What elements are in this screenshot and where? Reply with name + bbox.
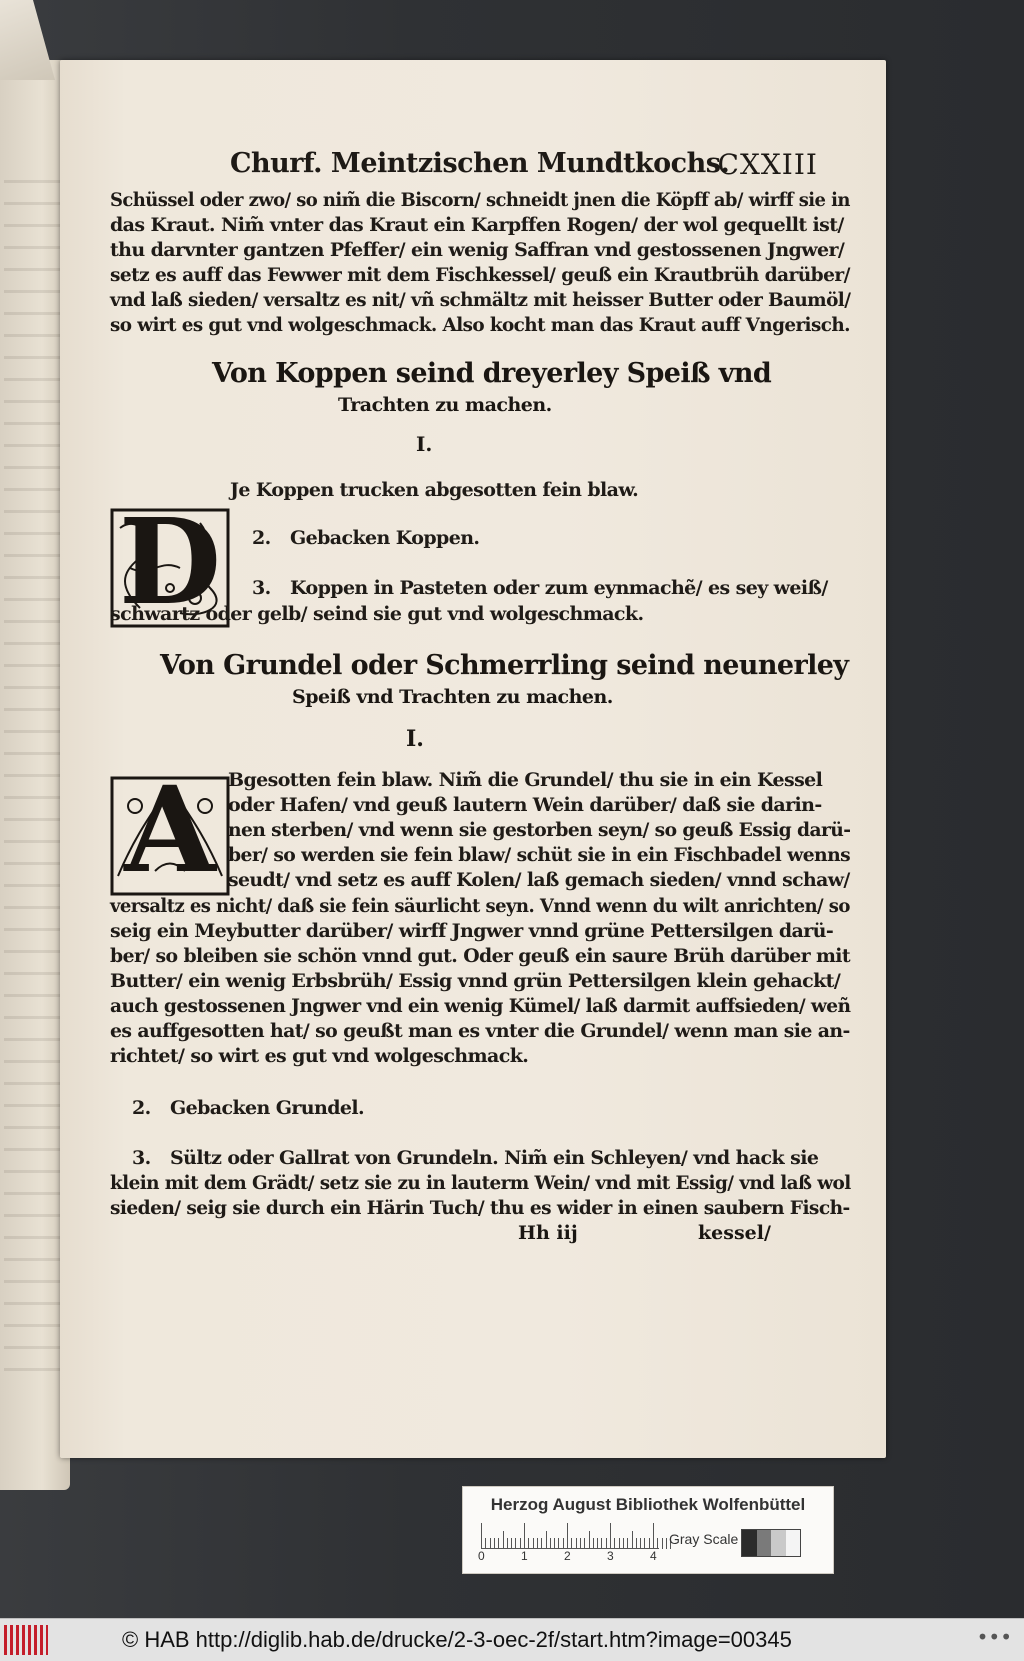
ruler-label: 1 — [521, 1549, 528, 1563]
text-line: oder Hafen/ vnd geuß lautern Wein darüber/ daß sie darin- — [228, 794, 822, 816]
text-line: vnd laß sieden/ versaltz es nit/ vñ schmältz mit heisser Butter oder Baumöl/ — [110, 289, 851, 311]
ruler-tick — [563, 1538, 564, 1549]
gray-scale-swatches — [741, 1529, 801, 1557]
text-line: Butter/ ein wenig Erbsbrüh/ Essig vnnd grün Pettersilgen klein gehackt/ — [110, 970, 841, 992]
item-number: 3. — [252, 577, 271, 599]
text-line: es auffgesotten hat/ so geußt man es vnter die Grundel/ wenn man sie an- — [110, 1020, 850, 1042]
decorated-initial — [110, 760, 230, 899]
running-header — [230, 148, 818, 188]
viewer-footer — [0, 1618, 1024, 1661]
ruler-tick — [627, 1538, 628, 1549]
ruler-tick — [640, 1538, 641, 1549]
ruler-tick — [619, 1538, 620, 1549]
ruler-tick — [481, 1523, 482, 1549]
text-line: Koppen in Pasteten oder zum eynmachẽ/ es sey weiß/ — [290, 577, 828, 599]
ruler-tick — [576, 1538, 577, 1549]
ruler-tick — [593, 1538, 594, 1549]
text-line: klein mit dem Grädt/ setz sie zu in lauterm Wein/ vnd mit Essig/ vnd laß wol — [110, 1172, 851, 1194]
facing-page-text-bleed — [4, 180, 64, 1380]
ruler-tick — [490, 1538, 491, 1549]
gray-swatch — [742, 1530, 757, 1556]
ruler-label: 0 — [478, 1549, 485, 1563]
text-line: das Kraut. Nim̃ vnter das Kraut ein Karpffen Rogen/ der wol gequellt ist/ — [110, 214, 844, 236]
gray-swatch — [786, 1530, 801, 1556]
ruler-tick — [623, 1538, 624, 1549]
ruler-tick — [537, 1538, 538, 1549]
text-line: ber/ so werden sie fein blaw/ schüt sie in ein Fischbadel wenns — [228, 844, 851, 866]
text-line: Sültz oder Gallrat von Grundeln. Nim̃ ein Schleyen/ vnd hack sie — [170, 1147, 819, 1169]
scale-ruler — [481, 1523, 659, 1549]
text-line: schwartz oder gelb/ seind sie gut vnd wolgeschmack. — [110, 603, 644, 625]
section-subheading: Trachten zu machen. — [338, 394, 552, 416]
library-scale-card — [462, 1486, 834, 1574]
running-title: Churf. Meintzischen Mundtkochs. — [230, 148, 730, 179]
ruler-tick — [614, 1538, 615, 1549]
ruler-tick — [662, 1538, 663, 1549]
text-line: setz es auff das Fewwer mit dem Fischkessel/ geuß ein Krautbrüh darüber/ — [110, 264, 850, 286]
ruler-tick — [498, 1538, 499, 1549]
gray-swatch — [771, 1530, 786, 1556]
ruler-tick — [601, 1538, 602, 1549]
ruler-tick — [541, 1538, 542, 1549]
ruler-tick — [610, 1523, 611, 1549]
ruler-tick — [571, 1538, 572, 1549]
item-number: 2. — [132, 1097, 151, 1119]
text-line: ber/ so bleiben sie schön vnnd gut. Oder geuß ein saure Brüh darüber mit — [110, 945, 850, 967]
section-numeral: I. — [416, 432, 433, 456]
text-line: sieden/ seig sie durch ein Härin Tuch/ thu es wider in einen saubern Fisch- — [110, 1197, 850, 1219]
initial-letter: A — [124, 760, 216, 899]
text-line: nen sterben/ vnd wenn sie gestorben seyn/ so geuß Essig darü- — [228, 819, 851, 841]
initial-letter: D — [118, 492, 222, 631]
text-line: seig ein Meybutter darüber/ wirff Jngwer vnnd grüne Pettersilgen darü- — [110, 920, 834, 942]
section-heading: Von Grundel oder Schmerrling seind neunerley — [160, 650, 849, 681]
text-line: Schüssel oder zwo/ so nim̃ die Biscorn/ schneidt jnen die Köpff ab/ wirff sie in — [110, 189, 850, 211]
text-line: versaltz es nicht/ daß sie fein säurlicht seyn. Vnnd wenn du wilt anrichten/ so — [110, 895, 850, 917]
ruler-tick — [503, 1531, 504, 1549]
ruler-tick — [511, 1538, 512, 1549]
ruler-tick — [520, 1538, 521, 1549]
library-name: Herzog August Bibliothek Wolfenbüttel — [490, 1495, 806, 1514]
ruler-label: 4 — [650, 1549, 657, 1563]
ruler-tick — [558, 1538, 559, 1549]
section-heading: Von Koppen seind dreyerley Speiß vnd — [212, 358, 772, 389]
ruler-tick — [584, 1538, 585, 1549]
text-line: Gebacken Koppen. — [290, 527, 480, 549]
ruler-tick — [494, 1538, 495, 1549]
folio-number: CXXIII — [717, 148, 818, 181]
ruler-tick — [632, 1531, 633, 1549]
ruler-tick — [636, 1538, 637, 1549]
text-line: thu darvnter gantzen Pfeffer/ ein wenig Saffran vnd gestossenen Jngwer/ — [110, 239, 845, 261]
ruler-tick — [567, 1523, 568, 1549]
ruler-tick — [546, 1531, 547, 1549]
section-subheading: Speiß vnd Trachten zu machen. — [292, 686, 613, 708]
text-line: Bgesotten fein blaw. Nim̃ die Grundel/ thu sie in ein Kessel — [228, 769, 823, 791]
book-page — [60, 60, 886, 1458]
text-line: auch gestossenen Jngwer vnd ein wenig Kümel/ laß darmit auffsieden/ weñ — [110, 995, 851, 1017]
ruler-tick — [657, 1538, 658, 1549]
ruler-tick — [524, 1523, 525, 1549]
ruler-tick — [589, 1531, 590, 1549]
ruler-tick — [653, 1523, 654, 1549]
ruler-tick — [606, 1538, 607, 1549]
ruler-tick — [550, 1538, 551, 1549]
more-options-icon[interactable]: ••• — [976, 1625, 1012, 1649]
text-line: Gebacken Grundel. — [170, 1097, 365, 1119]
item-number: 2. — [252, 527, 271, 549]
ruler-tick — [649, 1538, 650, 1549]
ruler-tick — [644, 1538, 645, 1549]
text-line: Je Koppen trucken abgesotten fein blaw. — [230, 479, 639, 501]
ruler-tick — [554, 1538, 555, 1549]
hab-logo-icon — [4, 1625, 48, 1655]
ruler-tick — [528, 1538, 529, 1549]
copyright-link[interactable]: © HAB http://diglib.hab.de/drucke/2-3-oec-2f/start.htm?image=00345 — [122, 1627, 792, 1652]
gray-scale-label: Gray Scale — [669, 1531, 739, 1547]
signature-mark: Hh iij — [518, 1222, 578, 1244]
item-number: 3. — [132, 1147, 151, 1169]
gray-swatch — [757, 1530, 772, 1556]
ruler-tick — [597, 1538, 598, 1549]
catchword: kessel/ — [698, 1222, 771, 1244]
ruler-tick — [515, 1538, 516, 1549]
section-numeral: I. — [406, 726, 424, 752]
text-line: so wirt es gut vnd wolgeschmack. Also kocht man das Kraut auff Vngerisch. — [110, 314, 850, 336]
text-line: richtet/ so wirt es gut vnd wolgeschmack. — [110, 1045, 529, 1067]
ruler-tick — [666, 1538, 667, 1549]
ruler-tick — [580, 1538, 581, 1549]
ruler-tick — [507, 1538, 508, 1549]
text-line: seudt/ vnd setz es auff Kolen/ laß gemach sieden/ vnnd schaw/ — [228, 869, 850, 891]
ruler-label: 2 — [564, 1549, 571, 1563]
ruler-tick — [533, 1538, 534, 1549]
ruler-label: 3 — [607, 1549, 614, 1563]
ruler-tick — [485, 1538, 486, 1549]
